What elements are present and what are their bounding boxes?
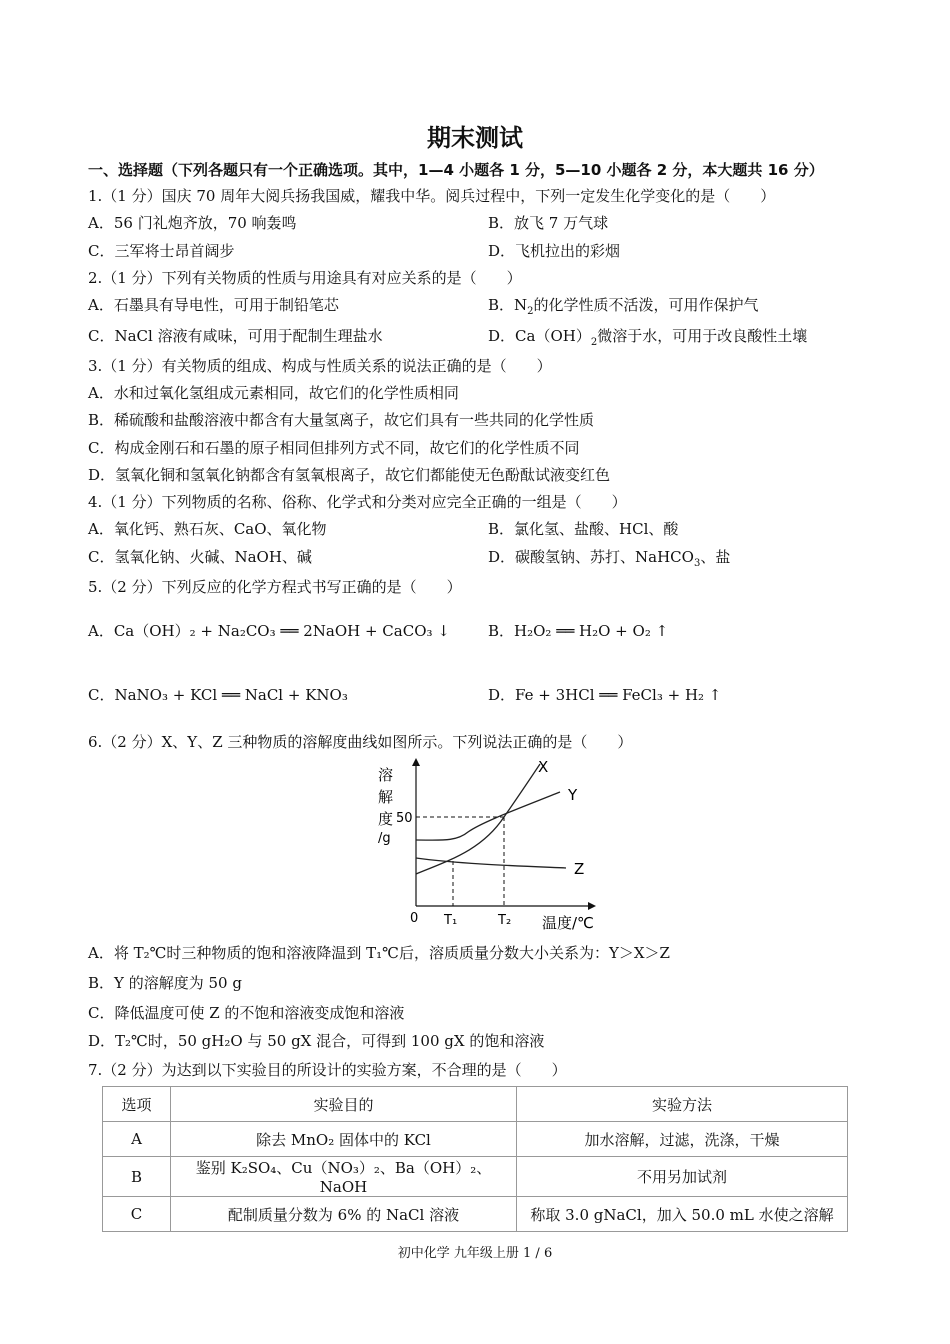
x-tick-t1: T₁ [444, 913, 458, 928]
q6-option-a: A．将 T₂℃时三种物质的饱和溶液降温到 T₁℃后，溶质质量分数大小关系为：Y＞X＞Z [88, 944, 670, 962]
y-label-1: 溶 [378, 766, 394, 784]
question-6-stem: 6.（2 分）X、Y、Z 三种物质的溶解度曲线如图所示。下列说法正确的是（ ） [88, 733, 633, 751]
q3-option-a: A．水和过氧化氢组成元素相同，故它们的化学性质相同 [88, 384, 459, 402]
q6-option-b: B．Y 的溶解度为 50 g [88, 974, 242, 992]
q2-option-d: D．$Ca(OH)_2$微溶于水，可用于改良酸性土壤 [488, 327, 808, 348]
y-tick-50: 50 [396, 811, 413, 826]
question-2-stem: 2.（1 分）下列有关物质的性质与用途具有对应关系的是（ ） [88, 269, 522, 287]
table-cell: 鉴别 K₂SO₄、Cu（NO₃）₂、Ba（OH）₂、NaOH [171, 1157, 517, 1197]
table-cell: 加水溶解，过滤，洗涤，干燥 [517, 1122, 848, 1157]
table-row [103, 1122, 848, 1157]
x-axis-arrow [588, 902, 596, 910]
y-label-2: 解 [378, 788, 394, 806]
q5-option-a: A．Ca（OH）₂ + Na₂CO₃ ══ 2NaOH + CaCO₃ ↓ [88, 622, 450, 640]
question-7-stem: 7.（2 分）为达到以下实验目的所设计的实验方案，不合理的是（ ） [88, 1061, 567, 1079]
header-cell: 实验目的 [171, 1087, 517, 1122]
table-cell: 称取 3.0 gNaCl，加入 50.0 mL 水使之溶解 [517, 1197, 848, 1232]
q3-option-d: D．氢氧化铜和氢氧化钠都含有氢氧根离子，故它们都能使无色酚酞试液变红色 [88, 466, 611, 484]
q1-option-a: A．56 门礼炮齐放，70 响轰鸣 [88, 214, 297, 232]
table-cell: 不用另加试剂 [517, 1157, 848, 1197]
question-4-stem: 4.（1 分）下列物质的名称、俗称、化学式和分类对应完全正确的一组是（ ） [88, 493, 627, 511]
y-label-3: 度 [378, 810, 394, 828]
q3-option-c: C．构成金刚石和石墨的原子相同但排列方式不同，故它们的化学性质不同 [88, 439, 580, 457]
q4-option-a: A．氧化钙、熟石灰、CaO、氧化物 [88, 520, 327, 538]
page-footer: 初中化学 九年级上册 1 / 6 [397, 1246, 553, 1261]
q6-option-c: C．降低温度可使 Z 的不饱和溶液变成饱和溶液 [88, 1004, 405, 1022]
question-3-stem: 3.（1 分）有关物质的组成、构成与性质关系的说法正确的是（ ） [88, 357, 552, 375]
question-1-stem: 1.（1 分）国庆 70 周年大阅兵扬我国威，耀我中华。阅兵过程中，下列一定发生化学变化的是（ ） [88, 187, 776, 205]
q5-option-d: D．Fe + 3HCl ══ FeCl₃ + H₂ ↑ [488, 686, 722, 704]
experiment-table [102, 1086, 848, 1232]
series-label-x: X [538, 758, 549, 776]
table-cell: B [103, 1157, 171, 1197]
curve-y [416, 792, 560, 840]
curve-z [416, 858, 566, 868]
x-axis-label: 温度/℃ [542, 914, 594, 932]
solubility-chart [370, 756, 610, 936]
q5-option-b: B．H₂O₂ ══ H₂O + O₂ ↑ [488, 622, 669, 640]
origin-label: 0 [410, 911, 419, 926]
header-cell: 选项 [103, 1087, 171, 1122]
q1-option-b: B．放飞 7 万气球 [488, 214, 609, 232]
q2-option-b: B．$N_2$的化学性质不活泼，可用作保护气 [488, 296, 759, 317]
q3-option-b: B．稀硫酸和盐酸溶液中都含有大量氢离子，故它们具有一些共同的化学性质 [88, 411, 595, 429]
table-row [103, 1197, 848, 1232]
table-cell: 配制质量分数为 6% 的 NaCl 溶液 [171, 1197, 517, 1232]
q6-option-d: D．T₂℃时，50 gH₂O 与 50 gX 混合，可得到 100 gX 的饱和溶液 [88, 1032, 545, 1050]
q5-option-c: C．NaNO₃ + KCl ══ NaCl + KNO₃ [88, 686, 348, 704]
series-label-z: Z [574, 860, 585, 878]
q4-option-d: D．碳酸氢钠、苏打、NaHCO$_3$、盐 [488, 548, 731, 569]
table-cell: A [103, 1122, 171, 1157]
q2-option-a: A．石墨具有导电性，可用于制铅笔芯 [88, 296, 339, 314]
table-header-row [103, 1087, 848, 1122]
curve-x [416, 764, 540, 874]
y-axis-arrow [412, 758, 420, 766]
series-label-y: Y [568, 786, 578, 804]
y-label-4: /g [378, 831, 391, 846]
page-title: 期末测试 [427, 124, 523, 152]
q1-option-c: C．三军将士昂首阔步 [88, 242, 235, 260]
x-tick-t2: T₂ [498, 913, 512, 928]
table-cell: 除去 MnO₂ 固体中的 KCl [171, 1122, 517, 1157]
section-heading: 一、选择题（下列各题只有一个正确选项。其中，1—4 小题各 1 分，5—10 小题各 2 分，本大题共 16 分） [88, 161, 824, 179]
q4-option-c: C．氢氧化钠、火碱、NaOH、碱 [88, 548, 312, 566]
table-cell: C [103, 1197, 171, 1232]
q2-option-c: C．NaCl 溶液有咸味，可用于配制生理盐水 [88, 327, 383, 345]
q4-option-b: B．氯化氢、盐酸、HCl、酸 [488, 520, 679, 538]
header-cell: 实验方法 [517, 1087, 848, 1122]
question-5-stem: 5.（2 分）下列反应的化学方程式书写正确的是（ ） [88, 578, 462, 596]
q1-option-d: D．飞机拉出的彩烟 [488, 242, 621, 260]
table-row [103, 1157, 848, 1197]
